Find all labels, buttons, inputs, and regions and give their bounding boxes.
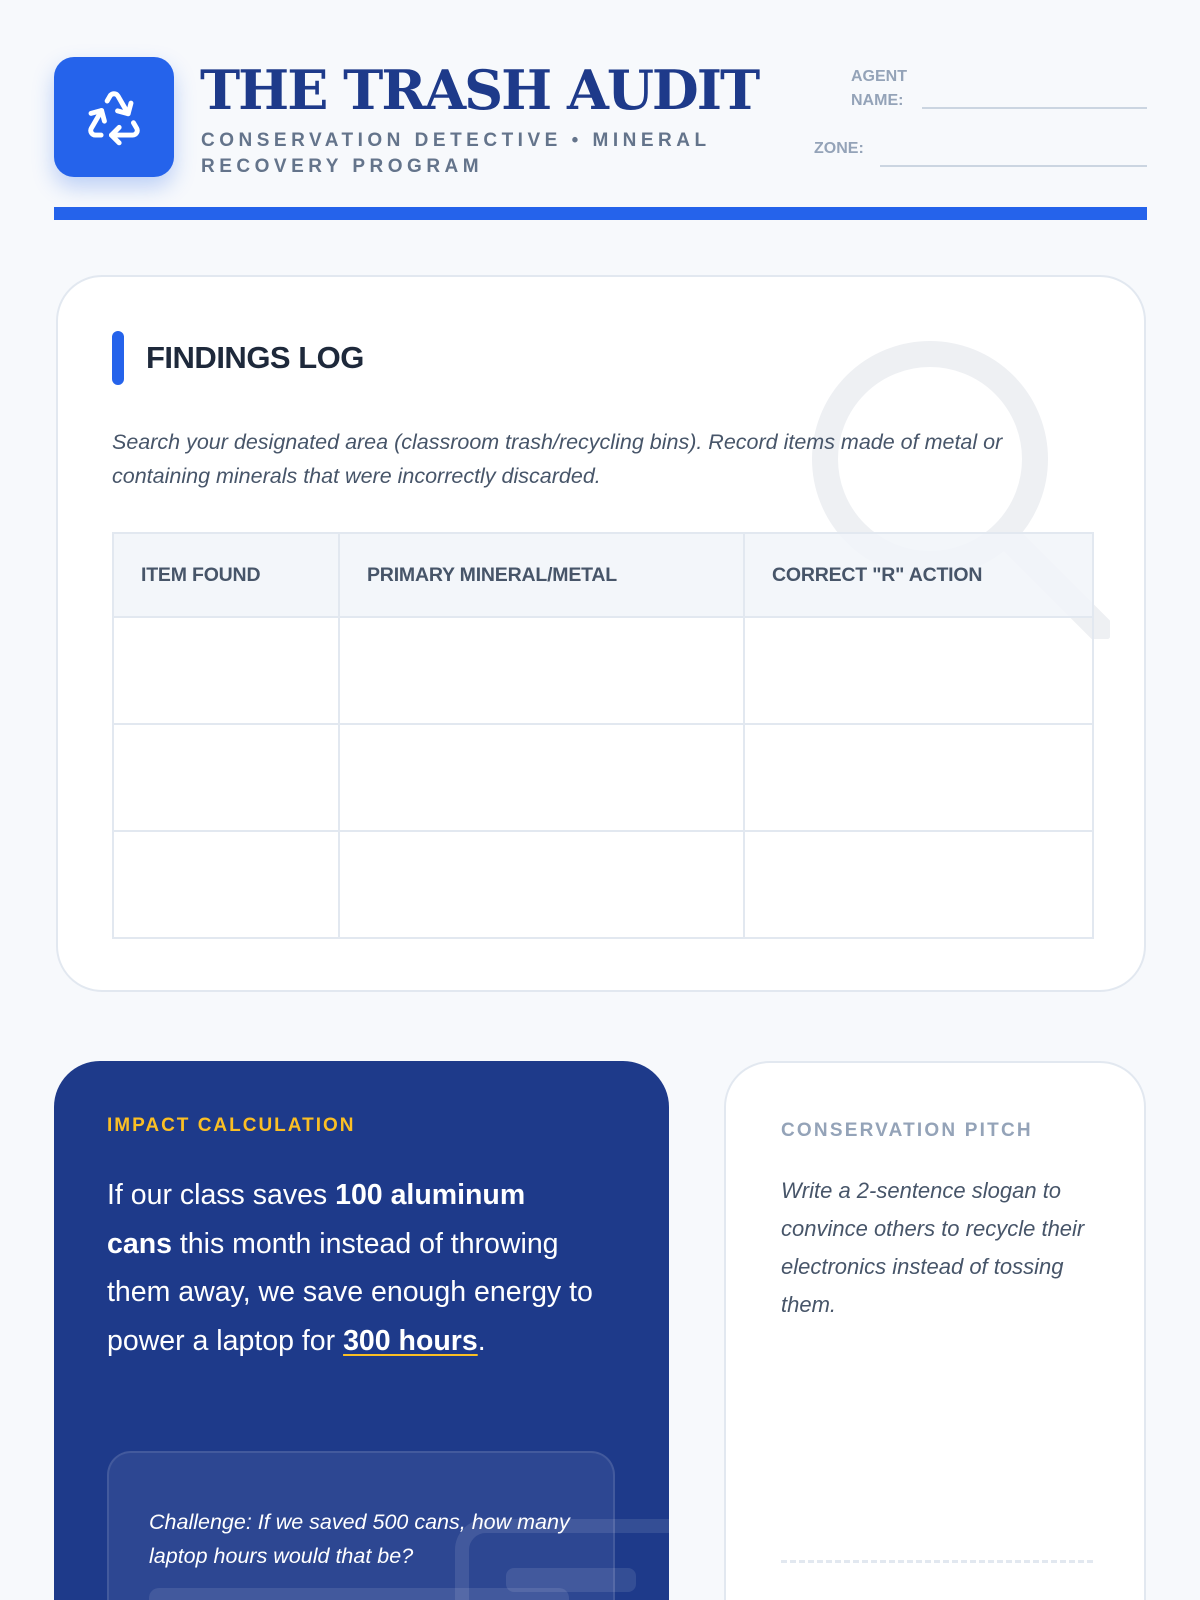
impact-text-highlight: 300 hours: [343, 1324, 478, 1357]
pitch-card: [724, 1061, 1146, 1600]
table-cell[interactable]: [113, 617, 339, 724]
column-header-correct-action: CORRECT "R" ACTION: [744, 533, 1093, 617]
logo: [54, 57, 174, 177]
findings-card: [56, 275, 1146, 992]
column-header-primary-mineral: PRIMARY MINERAL/METAL: [339, 533, 744, 617]
impact-statement: [107, 1171, 597, 1365]
calculator-icon: [454, 1518, 669, 1600]
agent-label-line2: NAME:: [851, 92, 904, 109]
agent-name-label: [851, 65, 907, 113]
table-cell[interactable]: [339, 724, 744, 831]
pitch-label: CONSERVATION PITCH: [781, 1120, 1033, 1141]
table-cell[interactable]: [744, 724, 1093, 831]
page-title: THE TRASH AUDIT: [200, 58, 759, 122]
table-cell[interactable]: [744, 617, 1093, 724]
table-cell[interactable]: [113, 724, 339, 831]
page-header: [54, 57, 1147, 177]
table-cell[interactable]: [113, 831, 339, 938]
pitch-prompt: Write a 2-sentence slogan to convince others to recycle their electronics instead of tossing them.: [781, 1178, 1085, 1317]
table-cell[interactable]: [744, 831, 1093, 938]
header-divider: [54, 207, 1147, 220]
impact-text-part3: .: [477, 1324, 486, 1357]
section-accent-bar: [112, 331, 124, 385]
findings-title: FINDINGS LOG: [146, 340, 364, 375]
impact-text-part2: this month instead of throwing them away, we save enough energy to power a laptop for: [107, 1227, 593, 1357]
zone-field[interactable]: [880, 165, 1147, 167]
impact-text-part1: If our class saves: [107, 1179, 336, 1211]
table-row: [113, 831, 1093, 938]
agent-name-field[interactable]: [922, 107, 1147, 109]
challenge-question: Challenge: If we saved 500 cans, how many laptop hours would that be?: [149, 1510, 570, 1568]
table-row: [113, 724, 1093, 831]
impact-label: IMPACT CALCULATION: [107, 1115, 356, 1136]
recycle-icon: [83, 86, 145, 148]
table-cell[interactable]: [339, 617, 744, 724]
table-header-row: [113, 533, 1093, 617]
impact-text-bold: 100 aluminum cans: [107, 1179, 526, 1260]
findings-description: Search your designated area (classroom trash/recycling bins). Record items made of metal or containing minerals that were incorrectly discarded.: [112, 430, 1003, 488]
table-cell[interactable]: [339, 831, 744, 938]
pitch-writing-line[interactable]: [781, 1560, 1093, 1563]
impact-card: [54, 1061, 669, 1600]
page-subtitle: CONSERVATION DETECTIVE • MINERAL RECOVERY PROGRAM: [201, 130, 711, 177]
findings-table: [112, 532, 1094, 939]
zone-label: ZONE:: [814, 140, 864, 157]
column-header-item-found: ITEM FOUND: [113, 533, 339, 617]
agent-label-line1: AGENT: [851, 68, 907, 85]
table-row: [113, 617, 1093, 724]
